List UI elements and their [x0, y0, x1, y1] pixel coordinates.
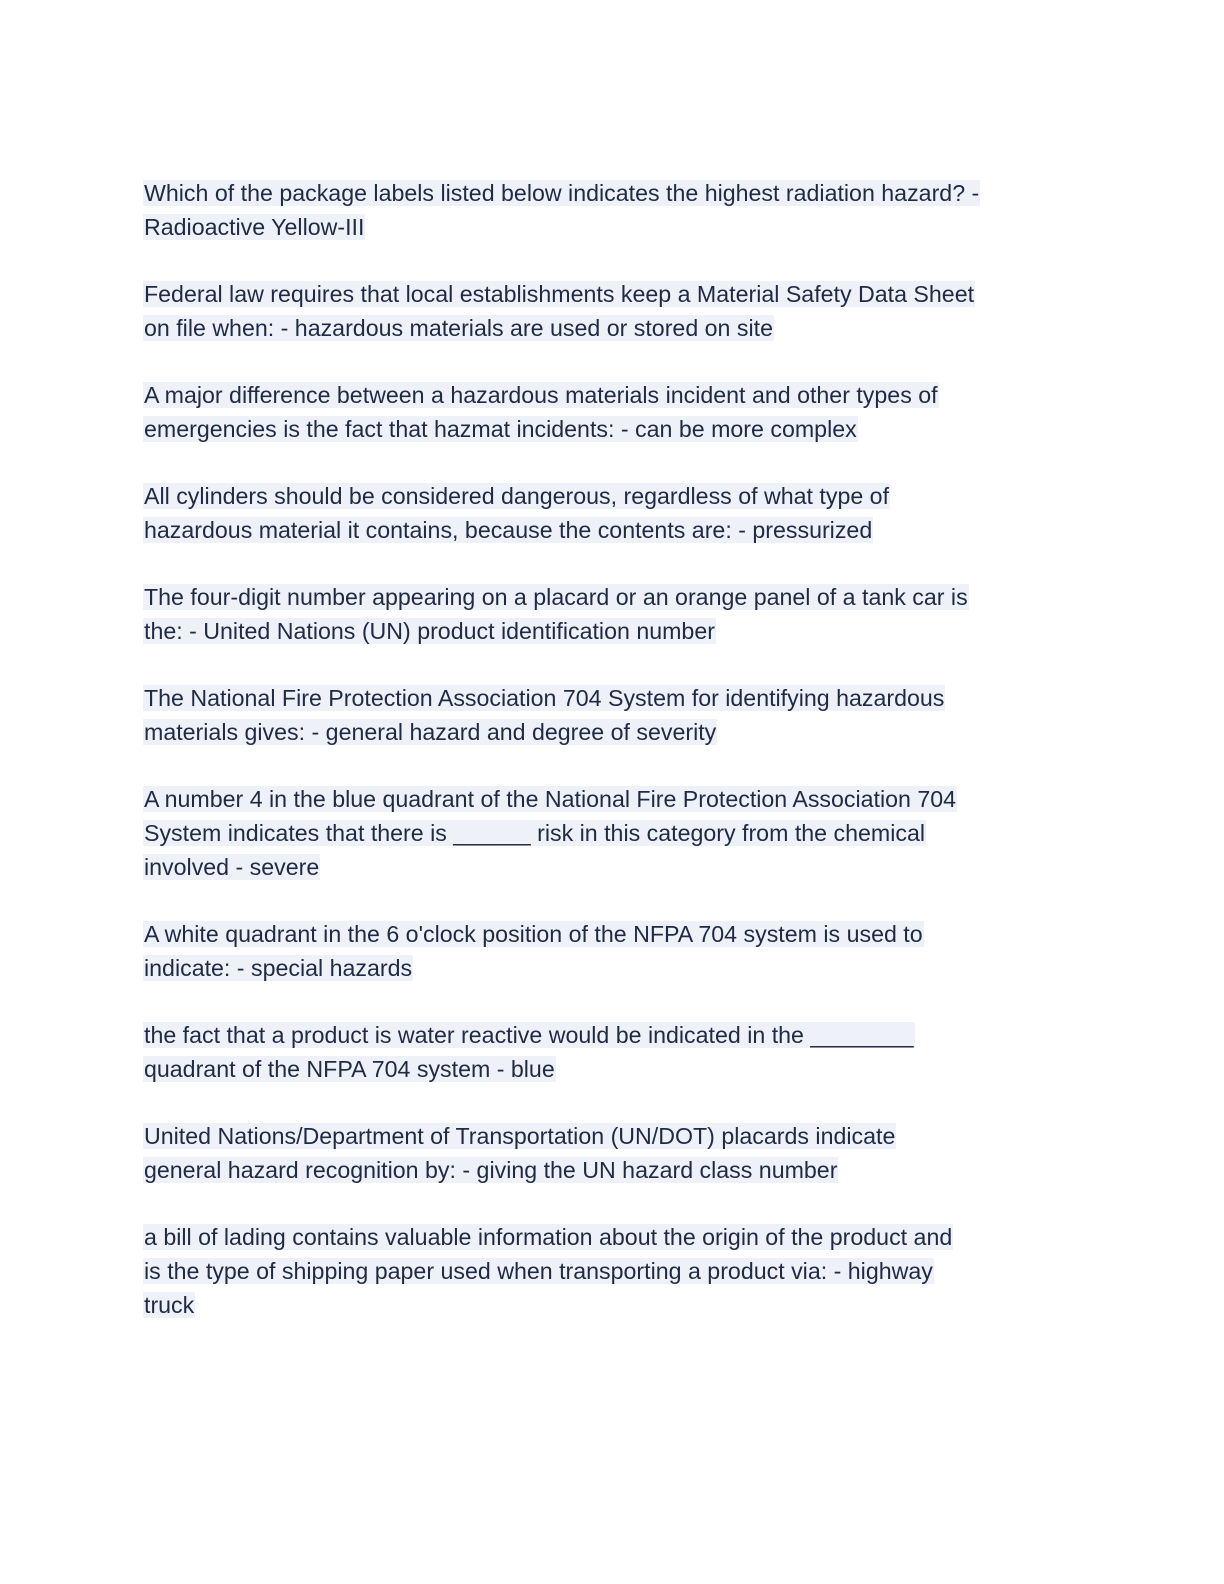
paragraph-line: hazardous material it contains, because the contents are: - pressurized	[144, 517, 873, 543]
paragraph-line: emergencies is the fact that hazmat incidents: - can be more complex	[144, 416, 857, 442]
paragraph-line: the fact that a product is water reactive would be indicated in the ________	[144, 1022, 914, 1048]
qa-paragraph	[143, 1119, 1083, 1187]
qa-paragraph	[143, 378, 1083, 446]
qa-paragraph	[143, 1220, 1083, 1322]
paragraph-line: The National Fire Protection Association 704 System for identifying hazardous	[144, 685, 945, 711]
paragraph-line: truck	[144, 1292, 195, 1318]
paragraph-line: A white quadrant in the 6 o'clock position of the NFPA 704 system is used to	[144, 921, 923, 947]
paragraph-line: on file when: - hazardous materials are used or stored on site	[144, 315, 773, 341]
qa-paragraph	[143, 681, 1083, 749]
paragraph-line: materials gives: - general hazard and degree of severity	[144, 719, 717, 745]
qa-paragraph	[143, 782, 1083, 884]
document-body	[143, 176, 1083, 1355]
paragraph-line: indicate: - special hazards	[144, 955, 413, 981]
paragraph-line: United Nations/Department of Transportation (UN/DOT) placards indicate	[144, 1123, 896, 1149]
paragraph-line: a bill of lading contains valuable information about the origin of the product and	[144, 1224, 953, 1250]
paragraph-line: Federal law requires that local establishments keep a Material Safety Data Sheet	[144, 281, 975, 307]
qa-paragraph	[143, 277, 1083, 345]
qa-paragraph	[143, 1018, 1083, 1086]
paragraph-line: Radioactive Yellow-III	[144, 214, 365, 240]
paragraph-line: The four-digit number appearing on a placard or an orange panel of a tank car is	[144, 584, 968, 610]
paragraph-line: general hazard recognition by: - giving the UN hazard class number	[144, 1157, 838, 1183]
paragraph-line: is the type of shipping paper used when transporting a product via: - highway	[144, 1258, 933, 1284]
qa-paragraph	[143, 176, 1083, 244]
paragraph-line: All cylinders should be considered dangerous, regardless of what type of	[144, 483, 890, 509]
paragraph-line: Which of the package labels listed below indicates the highest radiation hazard? -	[144, 180, 980, 206]
qa-paragraph	[143, 580, 1083, 648]
paragraph-line: the: - United Nations (UN) product identification number	[144, 618, 715, 644]
qa-paragraph	[143, 917, 1083, 985]
qa-paragraph	[143, 479, 1083, 547]
paragraph-line: A number 4 in the blue quadrant of the National Fire Protection Association 704	[144, 786, 957, 812]
paragraph-line: involved - severe	[144, 854, 320, 880]
paragraph-line: System indicates that there is ______ risk in this category from the chemical	[144, 820, 926, 846]
paragraph-line: quadrant of the NFPA 704 system - blue	[144, 1056, 555, 1082]
paragraph-line: A major difference between a hazardous materials incident and other types of	[144, 382, 938, 408]
